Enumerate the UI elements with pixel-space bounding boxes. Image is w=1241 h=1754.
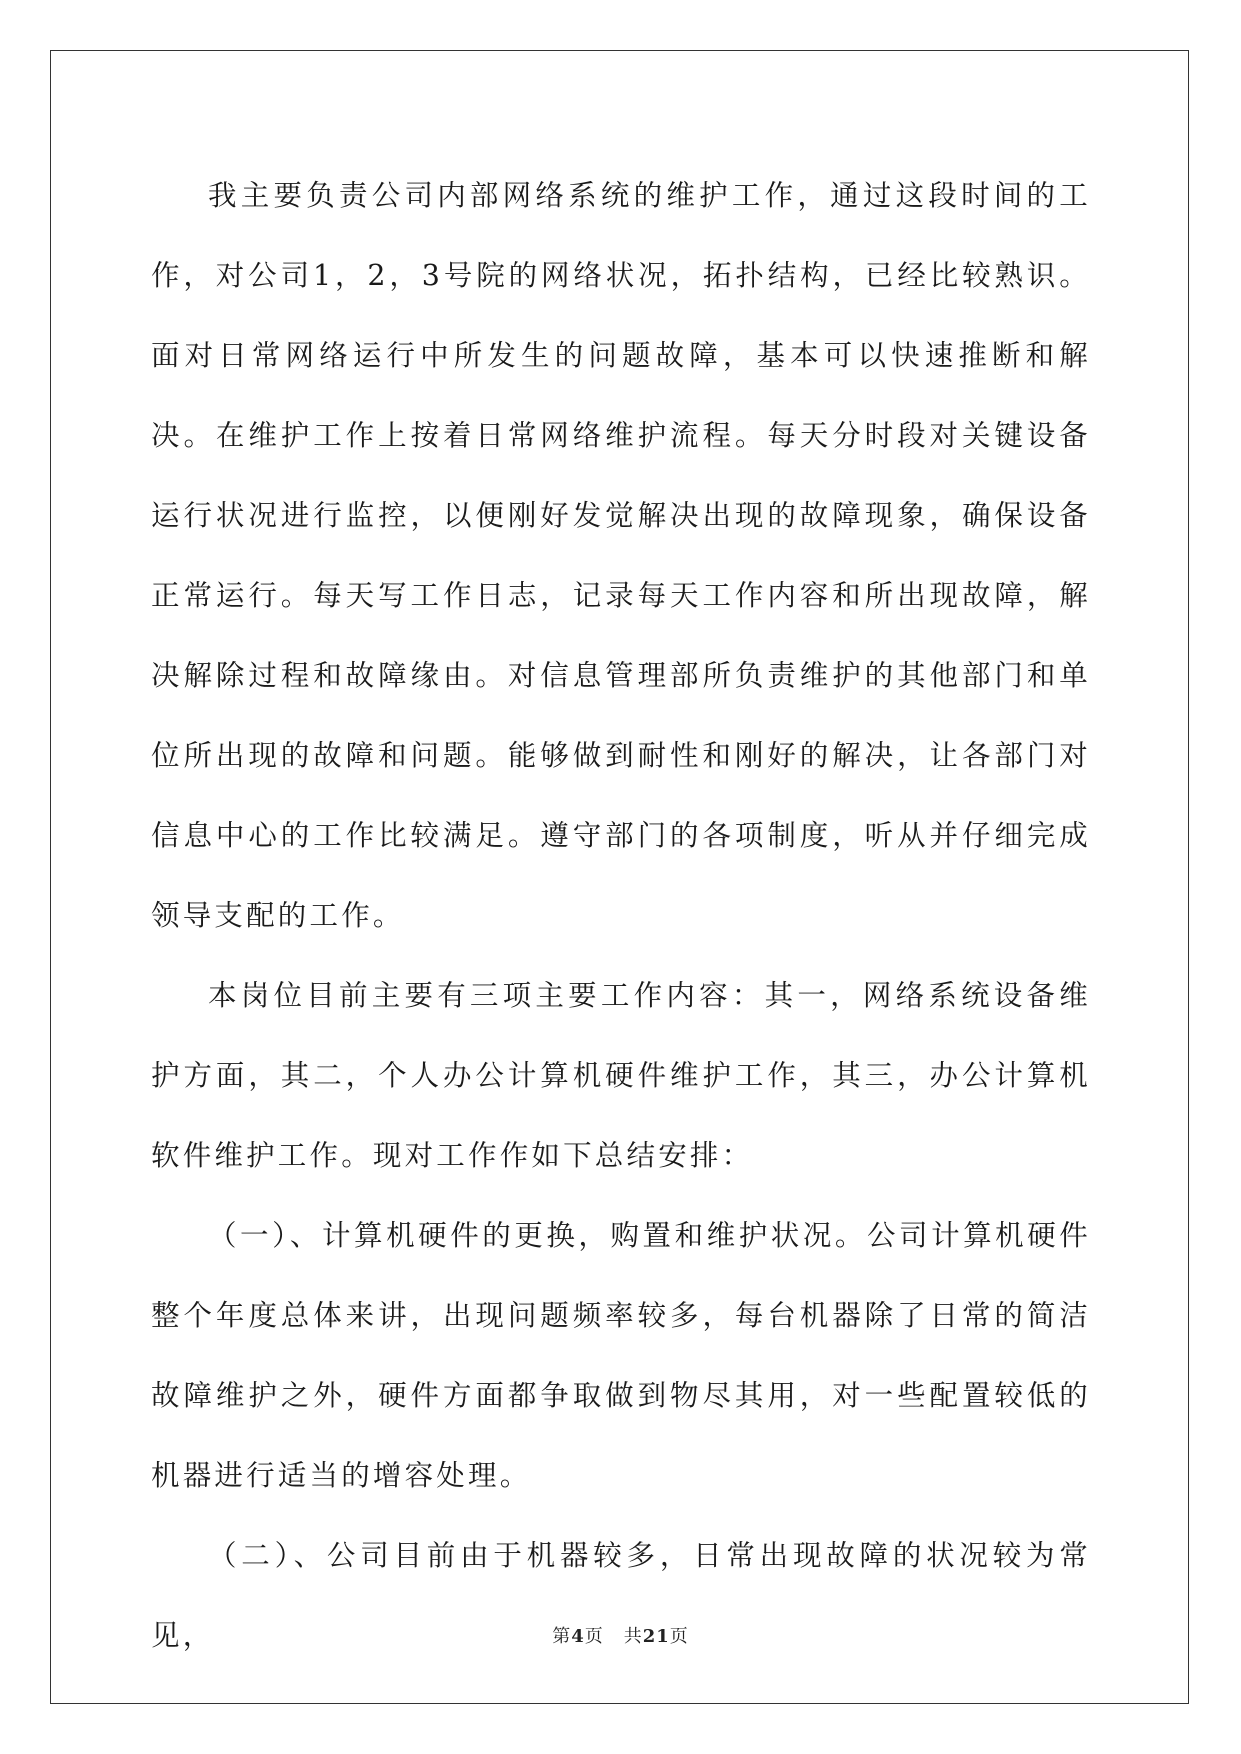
total-pages: 21 — [642, 1626, 670, 1647]
paragraph-3: （一）、计算机硬件的更换，购置和维护状况。公司计算机硬件整个年度总体来讲，出现问题频率较多，每台机器除了日常的简洁故障维护之外，硬件方面都争取做到物尽其用，对一些配置较低的机器进行适当的增容处理。 — [151, 1219, 1091, 1492]
page-footer — [0, 1622, 1241, 1648]
paragraph-1: 我主要负责公司内部网络系统的维护工作，通过这段时间的工作，对公司1，2，3号院的网络状况，拓扑结构，已经比较熟识。面对日常网络运行中所发生的问题故障，基本可以快速推断和解决。在维护工作上按着日常网络维护流程。每天分时段对关键设备运行状况进行监控，以便刚好发觉解决出现的故障现象，确保设备正常运行。每天写工作日志，记录每天工作内容和所出现故障，解决解除过程和故障缘由。对信息管理部所负责维护的其他部门和单位所出现的故障和问题。能够做到耐性和刚好的解决，让各部门对信息中心的工作比较满足。遵守部门的各项制度，听从并仔细完成领导支配的工作。 — [151, 179, 1091, 932]
paragraph-4: （二）、公司目前由于机器较多，日常出现故障的状况较为常见， — [151, 1539, 1091, 1652]
page-prefix: 第 — [552, 1626, 572, 1647]
paragraph-2: 本岗位目前主要有三项主要工作内容：其一，网络系统设备维护方面，其二，个人办公计算机硬件维护工作，其三，办公计算机软件维护工作。现对工作作如下总结安排： — [151, 979, 1091, 1172]
page-suffix: 页 — [584, 1626, 604, 1647]
total-suffix: 页 — [669, 1626, 689, 1647]
total-prefix: 共 — [623, 1626, 643, 1647]
page-number: 4 — [571, 1626, 585, 1647]
document-body — [151, 156, 1091, 1676]
